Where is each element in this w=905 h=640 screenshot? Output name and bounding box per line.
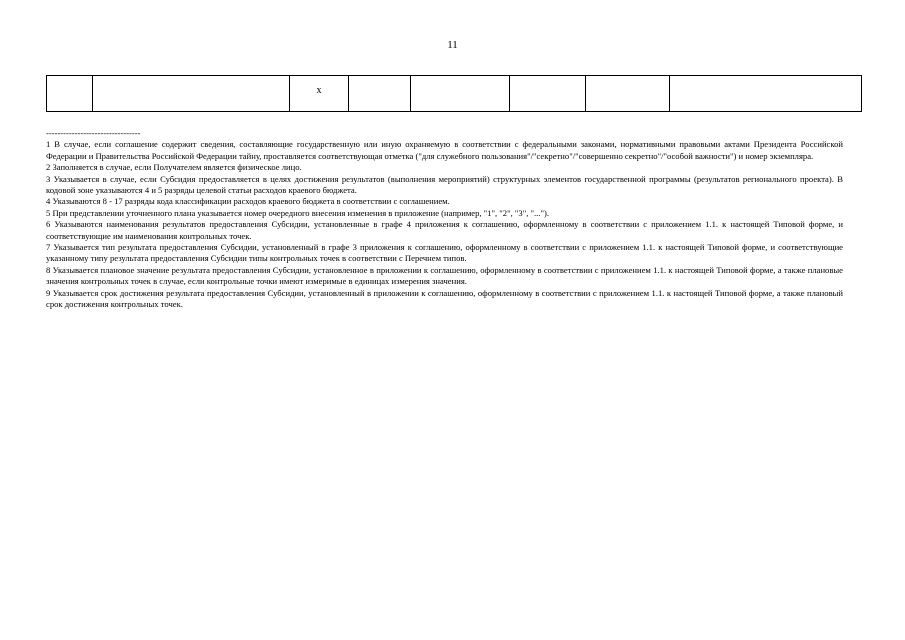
table-cell (510, 76, 586, 112)
table-row (47, 76, 862, 112)
footnote-2: 2 Заполняется в случае, если Получателем является физическое лицо. (46, 162, 302, 173)
table-cell (93, 76, 290, 112)
footnote-8: 8 Указывается плановое значение результата предоставления Субсидии, установленное в приложении к соглашению, оформленному в соответствии с приложением 1.1. к настоящей Типовой форме, а также плановые значения контрольных точек в случае, если контрольные точки имеют измеримые в единицах измерения значения. (46, 264, 843, 287)
table-cell: x (290, 76, 349, 112)
footnote-9: 9 Указывается срок достижения результата предоставления Субсидии, установленный в приложении к соглашению, оформленному в соответствии с приложением 1.1. к настоящей Типовой форме, а также плановый срок достижения контрольных точек. (46, 287, 843, 310)
footnote-3: 3 Указывается в случае, если Субсидия предоставляется в целях достижения результатов (выполнения мероприятий) структурных элементов государственной программы (результатов регионального проекта). В кодовой зоне указываются 4 и 5 разряды целевой статьи расходов краевого бюджета. (46, 173, 843, 196)
table-cell (349, 76, 411, 112)
form-table (46, 75, 862, 112)
footnote-4: 4 Указываются 8 - 17 разряды кода классификации расходов краевого бюджета в соответствии с соглашением. (46, 196, 450, 207)
footnote-1: 1 В случае, если соглашение содержит сведения, составляющие государственную или иную охраняемую в соответствии с федеральными законами, нормативными правовыми актами Президента Российской Федерации и Правительства Российской Федерации тайну, проставляется соответствующая отметка ("для служебного пользования"/"секретно"/"совершенно секретно"/"особой важности") и номер экземпляра. (46, 139, 843, 161)
footnotes-section (46, 128, 843, 310)
table-cell (670, 76, 862, 112)
table-cell (411, 76, 510, 112)
footnote-6: 6 Указываются наименования результатов предоставления Субсидии, установленные в графе 4 приложения к соглашению, оформленному в соответствии с приложением 1.1. к настоящей Типовой форме, и соответствующие им наименования контрольных точек. (46, 219, 843, 241)
footnote-5: 5 При представлении уточненного плана указывается номер очередного внесения изменения в приложение (например, "1", "2", "3", "..."). (46, 207, 549, 218)
footnote-separator: --------------------------------- (46, 128, 141, 138)
footnote-7: 7 Указывается тип результата предоставления Субсидии, установленный в графе 3 приложения к соглашению, оформленному в соответствии с приложением 1.1. к настоящей Типовой форме, и соответствующие указанному типу результата предоставления Субсидии типы контрольных точек в соответствии с Перечнем типов. (46, 242, 843, 264)
table-cell (47, 76, 93, 112)
table-cell (586, 76, 670, 112)
page-number: 11 (447, 39, 458, 51)
